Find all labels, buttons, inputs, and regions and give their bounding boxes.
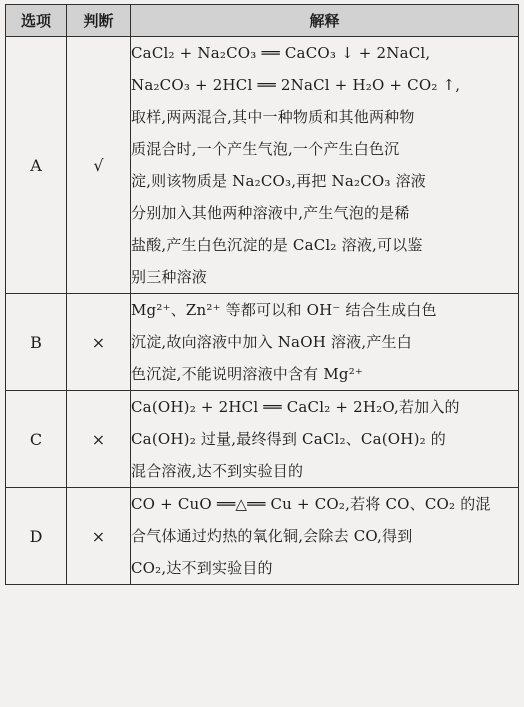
explanation-line: Ca(OH)₂ + 2HCl ══ CaCl₂ + 2H₂O,若加入的: [131, 398, 460, 416]
header-row: [6, 5, 519, 37]
explanation-line: 盐酸,产生白色沉淀的是 CaCl₂ 溶液,可以鉴: [131, 236, 423, 254]
explanation-line: 别三种溶液: [131, 268, 208, 286]
header-judgement: 判断: [67, 5, 131, 37]
explanation-line: 混合溶液,达不到实验目的: [131, 462, 304, 480]
answer-table: [5, 4, 519, 585]
explanation-cell: [131, 294, 519, 391]
table-row-c: [6, 391, 519, 488]
explanation-line: CO + CuO ══△══ Cu + CO₂,若将 CO、CO₂ 的混: [131, 495, 491, 513]
table-row-a: [6, 37, 519, 294]
option-label: C: [6, 391, 67, 488]
explanation-cell: [131, 488, 519, 585]
table-row-d: [6, 488, 519, 585]
explanation-line: Mg²⁺、Zn²⁺ 等都可以和 OH⁻ 结合生成白色: [131, 301, 437, 319]
explanation-line: 分别加入其他两种溶液中,产生气泡的是稀: [131, 204, 410, 222]
option-label: A: [6, 37, 67, 294]
explanation-line: Ca(OH)₂ 过量,最终得到 CaCl₂、Ca(OH)₂ 的: [131, 430, 447, 448]
explanation-cell: [131, 37, 519, 294]
judgement-mark: ×: [67, 294, 131, 391]
explanation-cell: [131, 391, 519, 488]
header-option: 选项: [6, 5, 67, 37]
header-explanation: 解释: [131, 5, 519, 37]
explanation-line: 色沉淀,不能说明溶液中含有 Mg²⁺: [131, 365, 364, 383]
table-row-b: [6, 294, 519, 391]
explanation-line: 淀,则该物质是 Na₂CO₃,再把 Na₂CO₃ 溶液: [131, 172, 426, 190]
explanation-line: CaCl₂ + Na₂CO₃ ══ CaCO₃ ↓ + 2NaCl,: [131, 44, 431, 62]
judgement-mark: √: [67, 37, 131, 294]
explanation-line: 取样,两两混合,其中一种物质和其他两种物: [131, 108, 415, 126]
explanation-line: 沉淀,故向溶液中加入 NaOH 溶液,产生白: [131, 333, 412, 351]
explanation-line: CO₂,达不到实验目的: [131, 559, 273, 577]
judgement-mark: ×: [67, 391, 131, 488]
judgement-mark: ×: [67, 488, 131, 585]
explanation-line: 合气体通过灼热的氧化铜,会除去 CO,得到: [131, 527, 413, 545]
explanation-line: 质混合时,一个产生气泡,一个产生白色沉: [131, 140, 400, 158]
option-label: D: [6, 488, 67, 585]
explanation-line: Na₂CO₃ + 2HCl ══ 2NaCl + H₂O + CO₂ ↑,: [131, 76, 461, 94]
option-label: B: [6, 294, 67, 391]
